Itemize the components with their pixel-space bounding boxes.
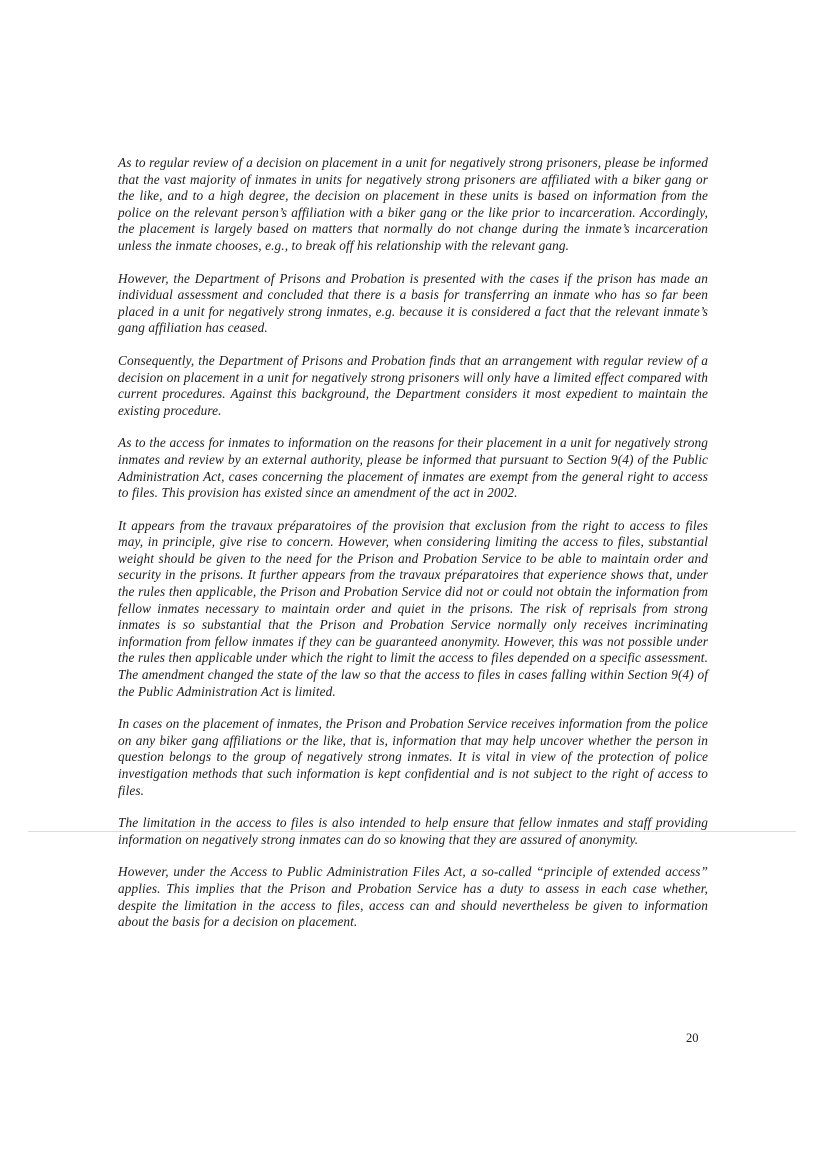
paragraph: As to regular review of a decision on placement in a unit for negatively strong prisoners, please be informed that the vast majority of inmates in units for negatively strong prisoners are affiliated with a biker gang or the like, and to a high degree, the decision on placement in these units is based on information from the police on the relevant person’s affiliation with a biker gang or the like prior to incarceration. Accordingly, the placement is largely based on matters that normally do not change during the inmate’s incarceration unless the inmate chooses, e.g., to break off his relationship with the relevant gang. — [118, 155, 708, 253]
paragraph: However, under the Access to Public Administration Files Act, a so-called “principle of extended access” applies. This implies that the Prison and Probation Service has a duty to assess in each case whether, despite the limitation in the access to files, access can and should nevertheless be given to information about the basis for a decision on placement. — [118, 864, 708, 930]
paragraph: As to the access for inmates to information on the reasons for their placement in a unit for negatively strong inmates and review by an external authority, please be informed that pursuant to Section 9(4) of the Public Administration Act, cases concerning the placement of inmates are exempt from the general right to access to files. This provision has existed since an amendment of the act in 2002. — [118, 435, 708, 501]
paragraph: The limitation in the access to files is also intended to help ensure that fellow inmates and staff providing information on negatively strong inmates can do so knowing that they are assured of anonymity. — [118, 815, 708, 847]
paragraph: It appears from the travaux préparatoires of the provision that exclusion from the right to access to files may, in principle, give rise to concern. However, when considering limiting the access to files, substantial weight should be given to the need for the Prison and Probation Service to be able to maintain order and security in the prisons. It further appears from the travaux préparatoires that experience shows that, under the rules then applicable, the Prison and Probation Service did not or could not obtain the information from fellow inmates necessary to maintain order and quiet in the prisons. The risk of reprisals from strong inmates is so substantial that the Prison and Probation Service normally only receives incriminating information from fellow inmates if they can be guaranteed anonymity. However, this was not possible under the rules then applicable under which the right to limit the access to files depended on a specific assessment. The amendment changed the state of the law so that the access to files in cases falling within Section 9(4) of the Public Administration Act is limited. — [118, 517, 708, 699]
paragraph: However, the Department of Prisons and Probation is presented with the cases if the prison has made an individual assessment and concluded that there is a basis for transferring an inmate who has so far been placed in a unit for negatively strong inmates, e.g. because it is considered a fact that the relevant inmate’s gang affiliation has ceased. — [118, 270, 708, 336]
page-number: 20 — [686, 1031, 699, 1045]
paragraph: Consequently, the Department of Prisons and Probation finds that an arrangement with regular review of a decision on placement in a unit for negatively strong prisoners will only have a limited effect compared with current procedures. Against this background, the Department considers it most expedient to maintain the existing procedure. — [118, 352, 708, 418]
paragraph: In cases on the placement of inmates, the Prison and Probation Service receives information from the police on any biker gang affiliations or the like, that is, information that may help uncover whether the person in question belongs to the group of negatively strong inmates. It is vital in view of the protection of police investigation methods that such information is kept confidential and is not subject to the right of access to files. — [118, 716, 708, 798]
document-body — [118, 155, 708, 947]
